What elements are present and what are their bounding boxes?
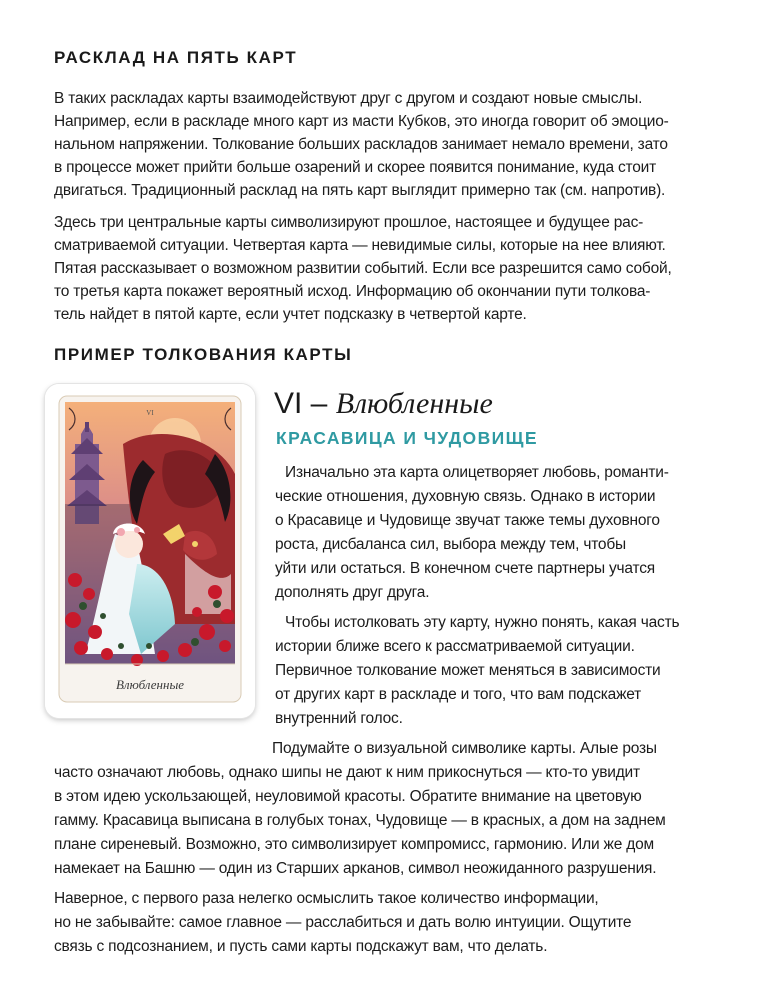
text-line: Например, если в раскладе много карт из масти Кубков, это иногда говорит об эмоцио- xyxy=(54,113,669,130)
text-line: сматриваемой ситуации. Четвертая карта — невидимые силы, которые на нее влияют. xyxy=(54,237,666,254)
card-roman-numeral: VI xyxy=(146,409,154,417)
section-heading-five-card-spread: РАСКЛАД НА ПЯТЬ КАРТ xyxy=(54,48,298,67)
text-line: роста, дисбаланса сил, выбора между тем, чтобы xyxy=(275,536,626,553)
text-line: о Красавице и Чудовище звучат также темы духовного xyxy=(275,512,660,529)
text-line: то третья карта покажет вероятный исход. Информацию об окончании пути толкова- xyxy=(54,283,651,300)
tarot-card-image xyxy=(45,384,255,718)
text-line: внутренний голос. xyxy=(275,710,403,727)
text-line: в процессе может прийти больше озарений и скорее появится понимание, куда стоит xyxy=(54,159,657,176)
text-line: гамму. Красавица выписана в голубых тонах, Чудовище — в красных, а дом на заднем xyxy=(54,812,666,829)
card-title xyxy=(274,387,493,421)
text-line: тель найдет в пятой карте, если учтет подсказку в четвертой карте. xyxy=(54,306,527,323)
text-line: Первичное толкование может меняться в зависимости xyxy=(275,662,661,679)
section-heading-card-example: ПРИМЕР ТОЛКОВАНИЯ КАРТЫ xyxy=(54,345,353,364)
text-line: ческие отношения, духовную связь. Однако в истории xyxy=(275,488,656,505)
text-line: плане сиреневый. Возможно, это символизирует компромисс, гармонию. Или же дом xyxy=(54,836,654,853)
text-line: от других карт в раскладе и того, что вам подскажет xyxy=(275,686,642,703)
text-line: часто означают любовь, однако шипы не дают к ним прикоснуться — кто-то увидит xyxy=(54,764,640,781)
text-line: Изначально эта карта олицетворяет любовь, романти- xyxy=(285,464,669,481)
card-subtitle: КРАСАВИЦА И ЧУДОВИЩЕ xyxy=(276,428,538,448)
text-line: Чтобы истолковать эту карту, нужно понять, какая часть xyxy=(285,614,680,631)
tarot-card-illustration xyxy=(45,384,255,718)
card-caption: Влюбленные xyxy=(115,677,185,692)
text-line: Наверное, с первого раза нелегко осмыслить такое количество информации, xyxy=(54,890,599,907)
text-line: дополнять друг друга. xyxy=(275,584,430,601)
text-line: Пятая рассказывает о возможном развитии событий. Если все разрешится само собой, xyxy=(54,260,672,277)
text-line: в этом идею ускользающей, неуловимой красоты. Обратите внимание на цветовую xyxy=(54,788,642,805)
text-line: Подумайте о визуальной символике карты. Алые розы xyxy=(272,740,657,757)
card-number: VI – xyxy=(274,387,328,420)
card-name: Влюбленные xyxy=(335,387,493,420)
text-line: намекает на Башню — один из Старших арканов, символ неожиданного разрушения. xyxy=(54,860,657,877)
text-line: связь с подсознанием, и пусть сами карты подскажут вам, что делать. xyxy=(54,938,548,955)
text-line: но не забывайте: самое главное — расслабиться и дать волю интуиции. Ощутите xyxy=(54,914,632,931)
text-line: нальном напряжении. Толкование больших раскладов занимает немало времени, зато xyxy=(54,136,668,153)
text-line: Здесь три центральные карты символизируют прошлое, настоящее и будущее рас- xyxy=(54,214,644,231)
text-line: уйти или остаться. В конечном счете партнеры учатся xyxy=(275,560,655,577)
text-line: двигаться. Традиционный расклад на пять карт выглядит примерно так (см. напротив). xyxy=(54,182,666,199)
text-line: В таких раскладах карты взаимодействуют друг с другом и создают новые смыслы. xyxy=(54,90,643,107)
text-line: истории ближе всего к рассматриваемой ситуации. xyxy=(275,638,635,655)
